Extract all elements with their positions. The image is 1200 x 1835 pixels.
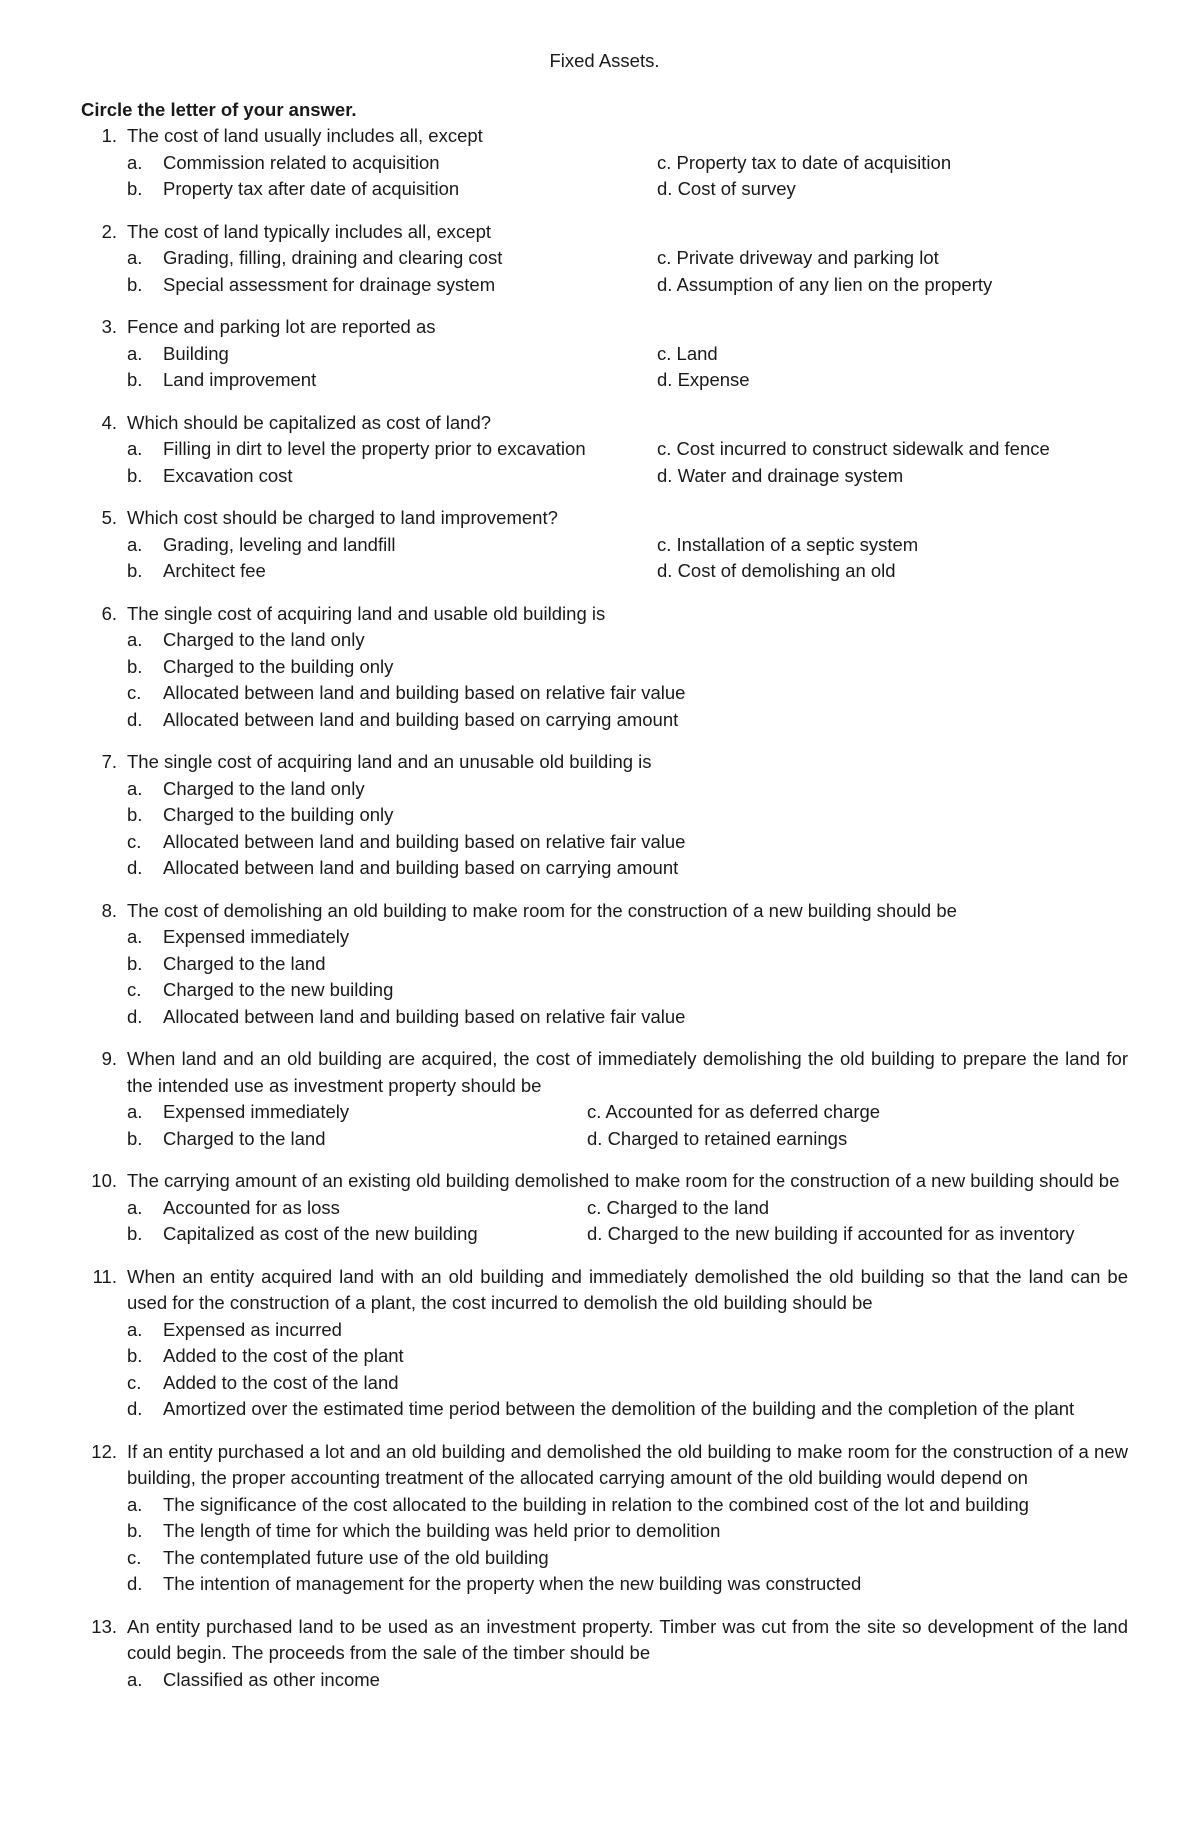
page-title: Fixed Assets. [549,50,660,71]
question-number: 10. [91,1170,117,1191]
question-1 [81,123,1128,203]
question-6 [81,601,1128,734]
option-d[interactable]: d. Charged to retained earnings [587,1127,848,1149]
option-a[interactable]: a. Building [127,342,229,364]
question-number: 8. [101,899,117,921]
option-a[interactable]: a. Charged to the land only [127,629,365,650]
options [127,924,1128,1030]
option-d[interactable]: d. Cost of survey [657,178,796,199]
question-13 [81,1614,1128,1694]
question-stem: When an entity acquired land with an old building and immediately demolished the old building so that the land can be used for the construction of a plant, the cost incurred to demolish the old building should be [127,1265,1128,1313]
option-c[interactable]: c. Allocated between land and building based on relative fair value [127,682,686,703]
option-c[interactable]: c. Installation of a septic system [657,533,919,555]
option-a[interactable]: a. Commission related to acquisition [127,151,440,173]
option-a[interactable]: a. Expensed immediately [127,1101,350,1122]
question-number: 3. [101,316,117,337]
option-b[interactable]: b. Special assessment for drainage system [127,273,496,295]
option-d[interactable]: d. Assumption of any lien on the property [657,273,993,295]
option-d[interactable]: d. Allocated between land and building based on relative fair value [127,1005,686,1027]
question-12 [81,1439,1128,1598]
options [127,1667,1128,1694]
option-b[interactable]: b. Added to the cost of the plant [127,1345,404,1366]
question-stem: Fence and parking lot are reported as [127,316,436,337]
option-d[interactable]: d. Amortized over the estimated time period between the demolition of the building and the completion of the plant [127,1398,1075,1419]
option-a[interactable]: a. Grading, filling, draining and clearing cost [127,247,503,268]
option-a[interactable]: a. Charged to the land only [127,777,365,799]
question-stem: If an entity purchased a lot and an old building and demolished the old building to make room for the construction of a new building, the proper accounting treatment of the allocated carrying amount of the old building would depend on [127,1440,1128,1488]
question-stem: The cost of land usually includes all, except [127,125,483,146]
option-d[interactable]: d. Allocated between land and building based on carrying amount [127,708,679,730]
question-stem: The carrying amount of an existing old building demolished to make room for the construction of a new building should be [127,1170,1120,1191]
question-stem: Which should be capitalized as cost of land? [127,411,492,433]
option-b[interactable]: b. Architect fee [127,560,266,581]
option-b[interactable]: b. The length of time for which the building was held prior to demolition [127,1520,721,1541]
question-stem: When land and an old building are acquired, the cost of immediately demolishing the old building to prepare the land for the intended use as investment property should be [127,1048,1128,1096]
question-3 [81,314,1128,394]
option-c[interactable]: c. Accounted for as deferred charge [587,1101,881,1122]
options [127,1317,1128,1423]
option-a[interactable]: a. Expensed as incurred [127,1318,342,1340]
option-d[interactable]: d. Charged to the new building if accounted for as inventory [587,1223,1075,1244]
options [127,1492,1128,1598]
instruction: Circle the letter of your answer. [81,98,357,120]
question-8 [81,898,1128,1031]
options [127,532,1128,585]
option-b[interactable]: b. Capitalized as cost of the new building [127,1223,478,1244]
question-stem: An entity purchased land to be used as an investment property. Timber was cut from the site so development of the land could begin. The proceeds from the sale of the timber should be [127,1615,1128,1663]
question-number: 6. [101,602,117,624]
option-a[interactable]: a. Expensed immediately [127,926,350,947]
option-c[interactable]: c. Land [657,342,718,364]
question-9 [81,1046,1128,1152]
question-number: 13. [91,1615,117,1637]
option-c[interactable]: c. The contemplated future use of the old building [127,1546,549,1568]
options [127,1195,1128,1248]
options [127,1099,1128,1152]
question-number: 4. [101,411,117,433]
question-number: 7. [101,751,117,772]
option-b[interactable]: b. Charged to the building only [127,804,394,825]
options [127,150,1128,203]
option-d[interactable]: d. The intention of management for the property when the new building was constructed [127,1573,862,1594]
question-5 [81,505,1128,585]
option-b[interactable]: b. Charged to the land [127,952,326,974]
question-stem: Which cost should be charged to land improvement? [127,507,558,528]
options [127,341,1128,394]
option-b[interactable]: b. Property tax after date of acquisition [127,178,460,199]
option-d[interactable]: d. Water and drainage system [657,464,904,486]
option-d[interactable]: d. Cost of demolishing an old [657,560,896,581]
question-stem: The cost of land typically includes all, except [127,220,492,242]
option-b[interactable]: b. Excavation cost [127,464,293,486]
question-4 [81,410,1128,490]
question-11 [81,1264,1128,1423]
question-2 [81,219,1128,299]
option-a[interactable]: a. Accounted for as loss [127,1196,340,1218]
question-number: 12. [91,1440,117,1462]
option-b[interactable]: b. Charged to the building only [127,655,394,677]
question-number: 5. [101,507,117,528]
option-a[interactable]: a. Classified as other income [127,1668,380,1690]
option-b[interactable]: b. Land improvement [127,369,317,390]
question-number: 1. [101,125,117,146]
question-number: 9. [101,1048,117,1069]
question-number: 2. [101,220,117,242]
question-10 [81,1168,1128,1248]
option-c[interactable]: c. Private driveway and parking lot [657,247,939,268]
options [127,627,1128,733]
option-d[interactable]: d. Allocated between land and building based on carrying amount [127,857,679,878]
option-a[interactable]: a. The significance of the cost allocated to the building in relation to the combined cost of the lot and building [127,1493,1029,1515]
option-a[interactable]: a. Grading, leveling and landfill [127,533,396,555]
option-c[interactable]: c. Charged to the land [587,1196,770,1218]
options [127,776,1128,882]
question-stem: The single cost of acquiring land and usable old building is [127,602,606,624]
option-c[interactable]: c. Charged to the new building [127,979,394,1000]
option-d[interactable]: d. Expense [657,369,750,390]
option-b[interactable]: b. Charged to the land [127,1127,326,1149]
options [127,436,1128,489]
question-7 [81,749,1128,882]
option-c[interactable]: c. Cost incurred to construct sidewalk and fence [657,438,1050,459]
question-stem: The single cost of acquiring land and an unusable old building is [127,751,652,772]
option-c[interactable]: c. Added to the cost of the land [127,1371,399,1393]
option-c[interactable]: c. Allocated between land and building based on relative fair value [127,830,686,852]
options [127,245,1128,298]
option-c[interactable]: c. Property tax to date of acquisition [657,151,952,173]
option-a[interactable]: a. Filling in dirt to level the property prior to excavation [127,438,586,459]
question-number: 11. [92,1265,117,1287]
question-stem: The cost of demolishing an old building to make room for the construction of a new building should be [127,899,957,921]
